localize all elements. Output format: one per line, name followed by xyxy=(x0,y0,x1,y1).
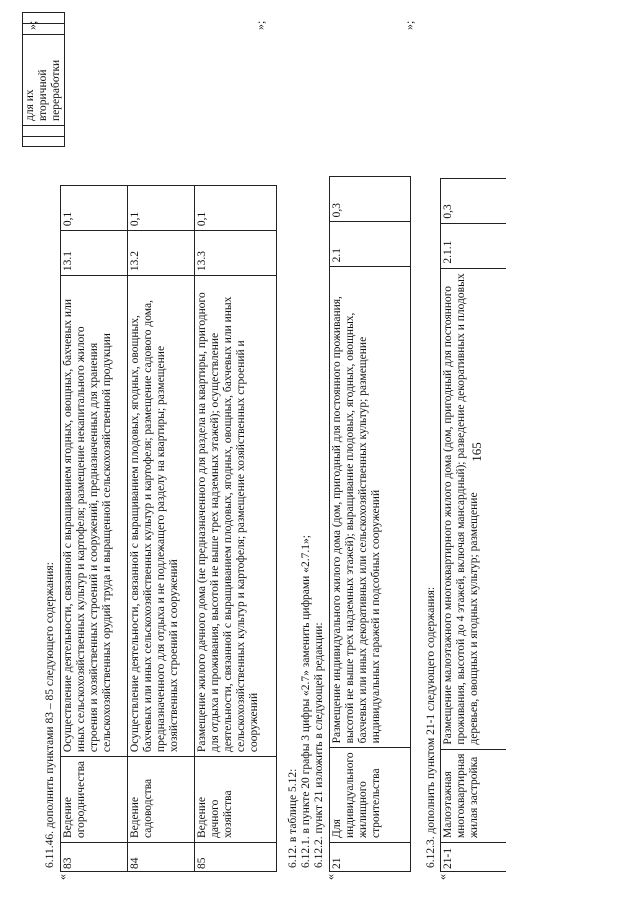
paragraph-6-11-46: 6.11.46. дополнить пунктами 83 – 85 следующего содержания: xyxy=(44,562,56,868)
paragraph-6-12-3: 6.12.3. дополнить пунктом 21-1 следующего содержания: xyxy=(425,586,437,868)
table-row: 84 Ведение садоводства Осуществление деятельности, связанной с выращиванием плодовых, ягодных, овощных, бахчевых или иных сельскохозяйственных культур и картофеля; размещение садового дома, предназначенного для отдыха и не подлежащего разделу на квартиры; размещение хозяйственных строений и сооружений 13.2 0,1 xyxy=(128,186,195,872)
table-land-use xyxy=(60,185,277,872)
close-quote: »; xyxy=(253,20,267,30)
paragraph-6-12-2: 6.12.2. пункт 21 изложить в следующей редакции: xyxy=(313,622,325,868)
table-row: 21 Для индивидуального жилищного строительства Размещение индивидуального жилого дома (дом, пригодный для постоянного проживания, высотой не выше трех надземных этажей); выращивание плодовых, ягодных, овощных, бахчевых или иных декоративных или сельскохозяйственных культур; размещение индивидуальных гаражей и подсобных сооружений 2.1 0,3 xyxy=(330,177,411,872)
table-header-fragment xyxy=(22,12,65,147)
table-row: 83 Ведение огородничества Осуществление деятельности, связанной с выращиванием ягодных, овощных, бахчевых или иных сельскохозяйственных культур и картофеля; размещение некапитального жилого строения и хозяйственных строений и сооружений, предназначенных для хранения сельскохозяйственных орудий труда и выращенной сельскохозяйственной продукции 13.1 0,1 xyxy=(61,186,128,872)
close-quote: »; xyxy=(402,20,416,30)
open-quote: « xyxy=(55,874,69,880)
table-row: 21-1 Малоэтажная многоквартирная жилая застройка Размещение малоэтажного многоквартирного жилого дома (дом, пригодный для постоянного проживания, высотой до 4 этажей, включая мансардный); разведение декоративных и плодовых деревьев, овощных и ягодных культур; размещение 2.1.1 0,3 xyxy=(441,178,507,871)
open-quote: « xyxy=(323,874,337,880)
close-quote: »; xyxy=(25,20,39,30)
rotated-page xyxy=(22,12,622,892)
header-text: для их вторичной переработки xyxy=(23,35,65,126)
table-item-21 xyxy=(329,176,411,872)
table-row: 85 Ведение дачного хозяйства Размещение жилого дачного дома (не предназначенного для раздела на квартиры, пригодного для отдыха и проживания, высотой не выше трех надземных этажей); осуществление деятельности, связанной с выращиванием плодовых, ягодных, овощных, бахчевых или иных сельскохозяйственных культур и картофеля; размещение хозяйственных строений и сооружений 13.3 0,1 xyxy=(195,186,277,872)
open-quote: « xyxy=(435,874,449,880)
paragraph-6-12: 6.12. в таблице 5.12: xyxy=(287,768,299,868)
page-number: 165 xyxy=(469,442,484,462)
table-item-21-1 xyxy=(440,178,506,872)
table-clip xyxy=(440,12,506,892)
paragraph-6-12-1: 6.12.1. в пункте 20 графы 3 цифры «2.7» заменить цифрами «2.7.1»; xyxy=(300,535,312,868)
